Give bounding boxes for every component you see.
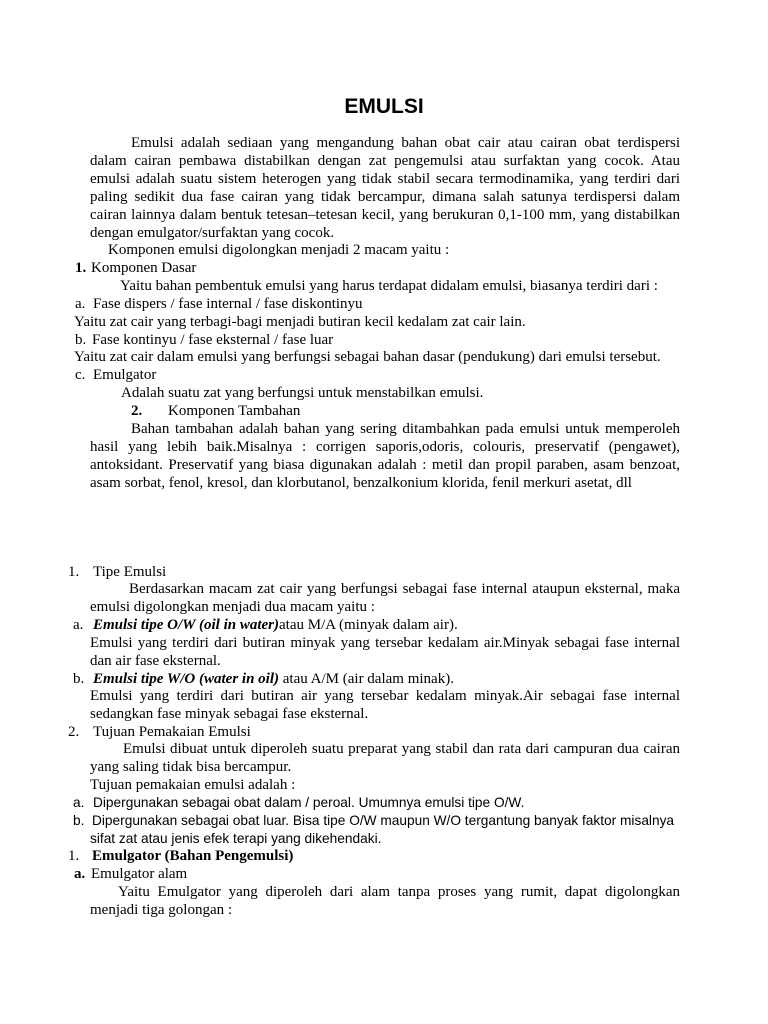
list-marker: b. xyxy=(73,671,85,687)
list-item-label: Emulgator alam xyxy=(91,866,188,882)
paragraph-line: Tujuan pemakaian emulsi adalah : xyxy=(90,777,296,793)
emulsion-type-term: Emulsi tipe O/W (oil in water) xyxy=(93,617,279,633)
paragraph-line: Yaitu Emulgator yang diperoleh dari alam tanpa proses yang rumit, dapat digolongkan xyxy=(118,884,680,900)
list-marker: b. xyxy=(75,332,87,348)
list-number: 1. xyxy=(68,564,80,580)
paragraph-line: yang saling tidak bisa bercampur. xyxy=(90,759,292,775)
paragraph-line: Bahan tambahan adalah bahan yang sering ditambahkan pada emulsi untuk memperoleh xyxy=(131,421,680,437)
list-number: 1. xyxy=(68,848,80,864)
paragraph-line: cairan lainnya dalam bentuk tetesan–tetesan kecil, yang berukuran 0,1-100 mm, yang distabilkan xyxy=(90,207,680,223)
paragraph-line: Berdasarkan macam zat cair yang berfungsi sebagai fase internal ataupun eksternal, maka xyxy=(129,581,680,597)
paragraph-line: sedangkan fase minyak sebagai fase eksternal. xyxy=(90,706,369,722)
list-item-text: sifat zat atau jenis efek terapi yang dikehendaki. xyxy=(90,831,382,846)
paragraph-line: dalam cairan pembawa distabilkan dengan zat pengemulsi atau surfaktan yang cocok. Atau xyxy=(90,153,680,169)
list-number: 1. xyxy=(75,260,87,276)
heading-text: Tujuan Pemakaian Emulsi xyxy=(93,724,251,740)
list-marker: a. xyxy=(73,795,85,810)
list-marker: c. xyxy=(75,367,86,383)
list-item-label: Fase kontinyu / fase eksternal / fase luar xyxy=(92,332,334,348)
list-item xyxy=(75,366,156,384)
heading-text: Komponen Tambahan xyxy=(168,403,301,419)
paragraph-line: asam sorbat, fenol, kresol, dan klorbutanol, benzalkonium klorida, fenil merkuri asetat, dll xyxy=(90,475,632,491)
paragraph-line: paling sedikit dua fase cairan yang tidak bercampur, dimana salah satunya terdispersi dalam xyxy=(90,189,680,205)
tujuan-pemakaian-heading xyxy=(68,723,251,741)
list-item xyxy=(73,616,458,634)
heading-text: Emulgator (Bahan Pengemulsi) xyxy=(92,848,294,864)
list-item-text: Dipergunakan sebagai obat luar. Bisa tipe O/W maupun W/O tergantung banyak faktor misalnya xyxy=(92,813,675,828)
paragraph-line: emulsi adalah suatu sistem heterogen yang tidak stabil secara termodinamika, yang terdiri dari xyxy=(90,171,680,187)
list-item xyxy=(75,331,333,349)
list-item xyxy=(75,295,363,313)
paragraph-line: Emulsi dibuat untuk diperoleh suatu preparat yang stabil dan rata dari campuran dua cairan xyxy=(123,741,680,757)
komponen-intro: Komponen emulsi digolongkan menjadi 2 macam yaitu : xyxy=(108,242,450,258)
komponen-dasar-description: Yaitu bahan pembentuk emulsi yang harus terdapat didalam emulsi, biasanya terdiri dari : xyxy=(120,278,658,294)
heading-text: Komponen Dasar xyxy=(91,260,197,276)
list-item-text: Dipergunakan sebagai obat dalam / peroal. Umumnya emulsi tipe O/W. xyxy=(93,795,525,810)
komponen-tambahan-heading xyxy=(131,402,300,420)
list-number: 2. xyxy=(68,724,80,740)
paragraph-line: antoksidant. Preservatif yang biasa digunakan adalah : metil dan propil paraben, asam benzoat, xyxy=(90,457,680,473)
list-item-description: Yaitu zat cair dalam emulsi yang berfungsi sebagai bahan dasar (pendukung) dari emulsi tersebut. xyxy=(74,349,661,365)
list-item xyxy=(73,670,454,688)
list-item-label: Fase dispers / fase internal / fase diskontinyu xyxy=(93,296,363,312)
emulsion-type-suffix: atau A/M (air dalam minak). xyxy=(279,671,454,687)
list-marker: a. xyxy=(73,617,84,633)
paragraph-line: Emulsi yang terdiri dari butiran air yang tersebar kedalam minyak.Air sebagai fase internal xyxy=(90,688,680,704)
list-item-label: Emulgator xyxy=(93,367,157,383)
list-marker: a. xyxy=(75,296,86,312)
paragraph-line: emulsi digolongkan menjadi dua macam yaitu : xyxy=(90,599,375,615)
list-item xyxy=(74,865,187,883)
list-item-description: Yaitu zat cair yang terbagi-bagi menjadi butiran kecil kedalam zat cair lain. xyxy=(74,314,526,330)
document-title: EMULSI xyxy=(344,95,424,118)
list-item xyxy=(73,794,524,812)
komponen-dasar-heading xyxy=(75,259,196,277)
heading-text: Tipe Emulsi xyxy=(93,564,167,580)
list-marker: a. xyxy=(74,866,86,882)
paragraph-line: hasil yang lebih baik.Misalnya : corrigen saporis,odoris, colouris, preservatif (pengawet), xyxy=(90,439,680,455)
list-item-description: Adalah suatu zat yang berfungsi untuk menstabilkan emulsi. xyxy=(121,385,484,401)
paragraph-line: dan air fase eksternal. xyxy=(90,653,221,669)
paragraph-line: dengan emulgator/surfaktan yang cocok. xyxy=(90,225,335,241)
paragraph-line: Emulsi yang terdiri dari butiran minyak yang tersebar kedalam air.Minyak sebagai fase internal xyxy=(90,635,680,651)
list-marker: b. xyxy=(73,813,85,828)
tipe-emulsi-heading xyxy=(68,563,166,581)
emulsion-type-term: Emulsi tipe W/O (water in oil) xyxy=(93,671,279,687)
paragraph-line: Emulsi adalah sediaan yang mengandung bahan obat cair atau cairan obat terdispersi xyxy=(131,135,680,151)
paragraph-line: menjadi tiga golongan : xyxy=(90,902,233,918)
emulsion-type-suffix: atau M/A (minyak dalam air). xyxy=(279,617,458,633)
list-item xyxy=(73,812,674,830)
emulgator-heading xyxy=(68,847,293,865)
list-number: 2. xyxy=(131,403,143,419)
